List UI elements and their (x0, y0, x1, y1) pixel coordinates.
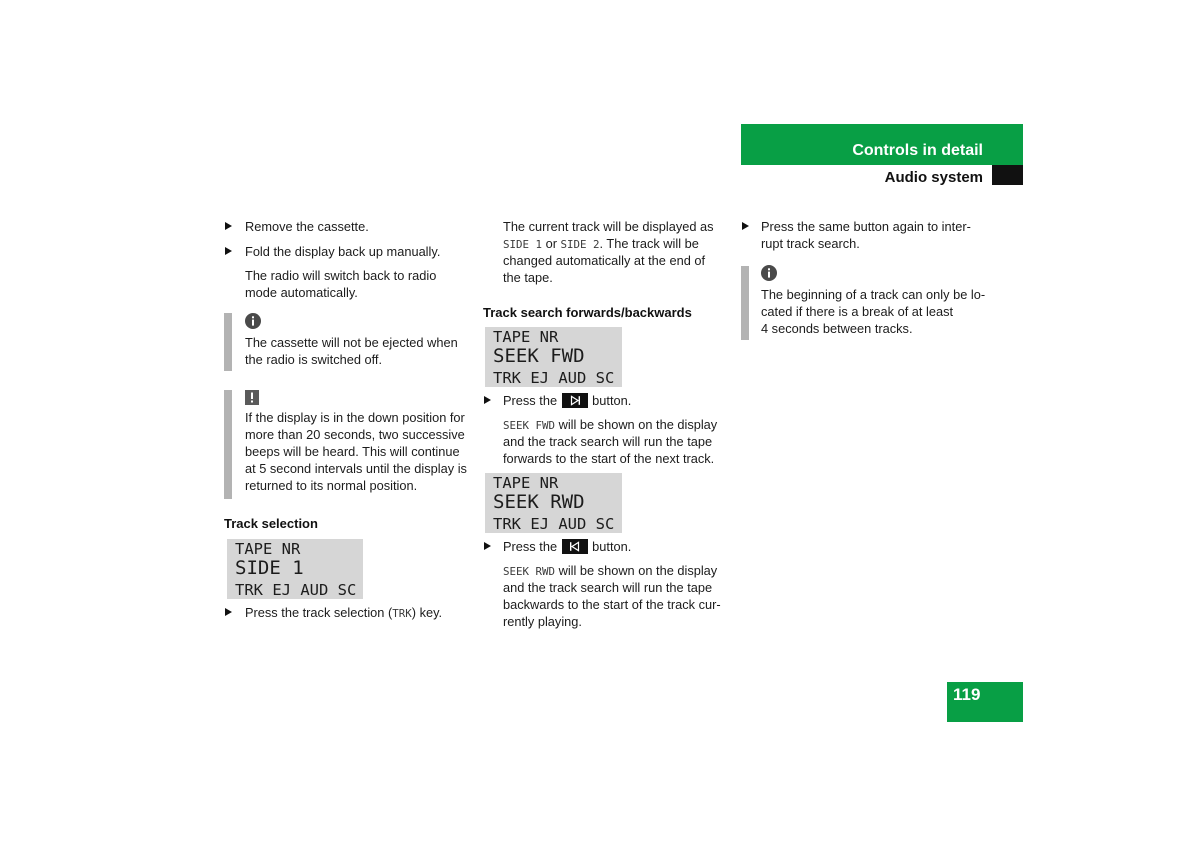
text-line: cated if there is a break of at least (761, 304, 954, 319)
info-note-bar (741, 266, 749, 340)
info-icon (245, 313, 261, 329)
text-line (503, 416, 717, 433)
bullet-arrow-icon (742, 222, 749, 230)
bullet-arrow-icon (225, 222, 232, 230)
display-line-2: SEEK FWD (493, 345, 585, 367)
previous-track-icon (562, 539, 588, 554)
text-line: changed automatically at the end of (503, 253, 706, 268)
text-line: and the track search will run the tape (503, 434, 713, 449)
bullet-arrow-icon (225, 608, 232, 616)
step-text: Press the track selection ( (245, 605, 393, 620)
text-line: returned to its normal position. (245, 478, 418, 493)
bullet-arrow-icon (484, 542, 491, 550)
display-line-1: TAPE NR (493, 328, 559, 346)
step-text: ) key. (411, 605, 443, 620)
info-note-text (245, 334, 458, 368)
step-text: button. (588, 393, 632, 408)
text-line: Press the same button again to inter- (761, 219, 971, 234)
text-line: The cassette will not be ejected when (245, 335, 458, 350)
text-segment: will be shown on the display (555, 563, 718, 578)
step-press-trk (245, 604, 442, 621)
warning-note-bar (224, 390, 232, 499)
subsection-title: Audio system (884, 169, 983, 186)
display-text-seek-fwd: SEEK FWD (503, 419, 556, 432)
display-text-side-2: SIDE 2 (560, 238, 600, 251)
display-line-1: TAPE NR (493, 474, 559, 492)
text-line: The current track will be displayed as (503, 219, 714, 234)
text-line: and the track search will run the tape (503, 580, 713, 595)
next-track-icon (562, 393, 588, 408)
display-line-1: TAPE NR (235, 540, 301, 558)
bullet-arrow-icon (225, 247, 232, 255)
warning-note-text (245, 409, 467, 494)
text-line: the radio is switched off. (245, 352, 383, 367)
display-line-3: TRK EJ AUD SC (493, 369, 615, 387)
display-line-3: TRK EJ AUD SC (235, 581, 357, 599)
text-line: beeps will be heard. This will continue (245, 444, 460, 459)
display-text-side-1: SIDE 1 (503, 238, 543, 251)
result-current-track (503, 218, 714, 286)
bullet-arrow-icon (484, 396, 491, 404)
text-line: at 5 second intervals until the display is (245, 461, 467, 476)
text-line: mode automatically. (245, 285, 358, 300)
heading-track-search: Track search forwards/backwards (483, 305, 692, 320)
display-line-3: TRK EJ AUD SC (493, 515, 615, 533)
text-line: The beginning of a track can only be lo- (761, 287, 986, 302)
warning-icon (245, 390, 259, 405)
radio-display-seek-fwd (485, 327, 622, 387)
step-remove-cassette: Remove the cassette. (245, 219, 369, 234)
info-icon (761, 265, 777, 281)
page-number-box (947, 682, 1023, 722)
text-line: the tape. (503, 270, 553, 285)
text-line (503, 562, 721, 579)
section-title: Controls in detail (852, 142, 983, 159)
text-line: rupt track search. (761, 236, 860, 251)
text-line: The radio will switch back to radio (245, 268, 437, 283)
subsection-marker (992, 165, 1023, 185)
text-segment: will be shown on the display (555, 417, 718, 432)
step-text: Press the (503, 393, 561, 408)
result-seek-rwd (503, 562, 721, 630)
step-text: Press the (503, 539, 561, 554)
text-line: 4 seconds between tracks. (761, 321, 913, 336)
text-line: rently playing. (503, 614, 582, 629)
text-line: forwards to the start of the next track. (503, 451, 715, 466)
text-line: more than 20 seconds, two successive (245, 427, 465, 442)
text-line: If the display is in the down position for (245, 410, 465, 425)
text-line: backwards to the start of the track cur- (503, 597, 721, 612)
radio-display-side (227, 539, 363, 599)
text-segment: or (542, 236, 561, 251)
text-line (503, 235, 714, 252)
info-note-bar (224, 313, 232, 371)
page-number: 119 (953, 685, 981, 704)
step-text: button. (588, 539, 632, 554)
display-line-2: SEEK RWD (493, 491, 585, 513)
text-segment: . The track will be (599, 236, 699, 251)
heading-track-selection: Track selection (224, 516, 318, 531)
info-note-text (761, 286, 985, 337)
result-seek-fwd (503, 416, 717, 467)
radio-display-seek-rwd (485, 473, 622, 533)
step-fold-display: Fold the display back up manually. (245, 244, 441, 259)
step-interrupt-search (761, 218, 971, 252)
display-line-2: SIDE 1 (235, 557, 304, 579)
step-press-previous (503, 538, 631, 555)
step-press-next (503, 392, 631, 409)
display-text-seek-rwd: SEEK RWD (503, 565, 556, 578)
result-radio-mode (245, 267, 436, 301)
key-label-trk: TRK (392, 607, 412, 620)
